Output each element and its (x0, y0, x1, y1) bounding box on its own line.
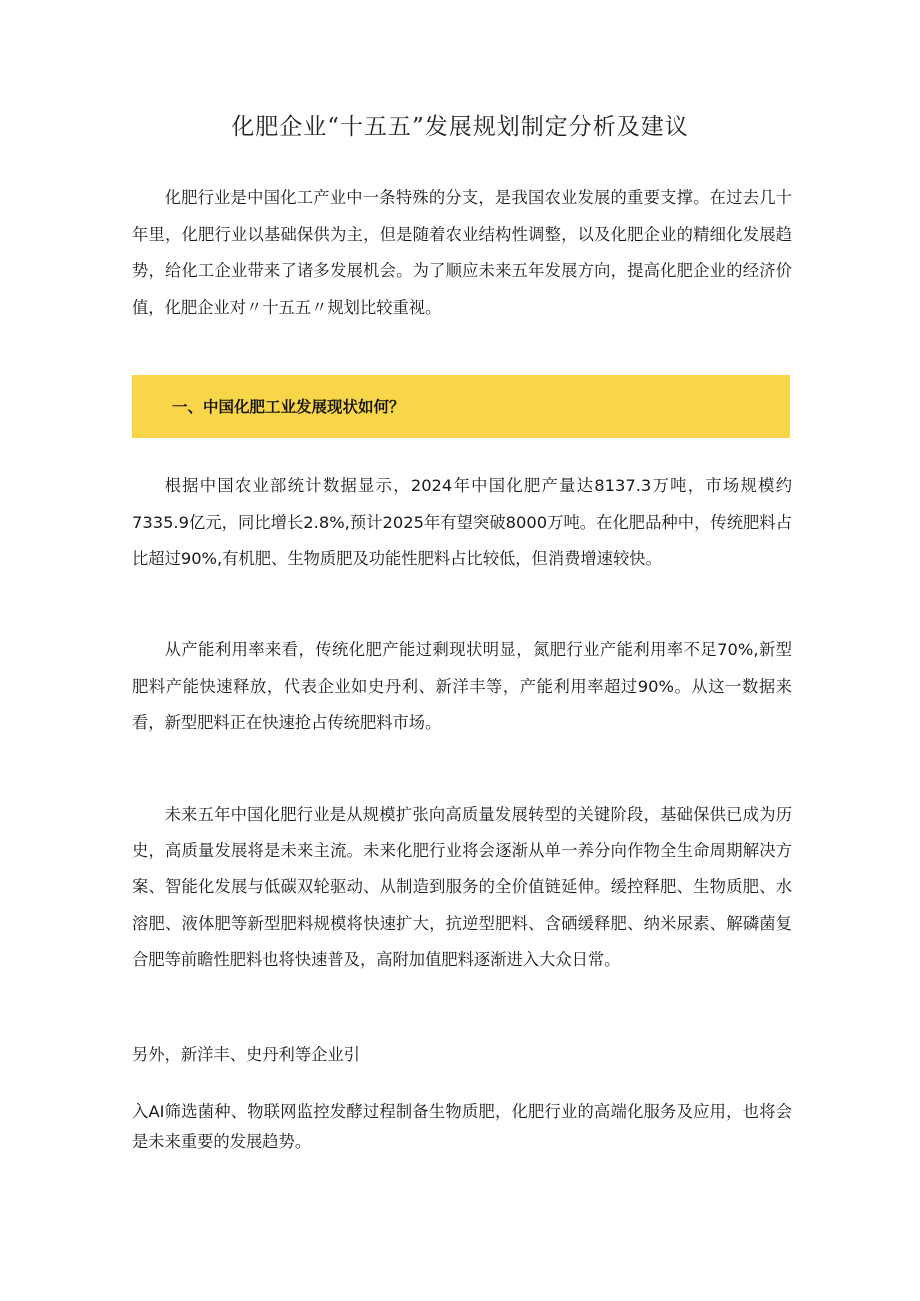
paragraph-capacity: 从产能利用率来看，传统化肥产能过剩现状明显，氮肥行业产能利用率不足70%,新型肥料产能快速释放，代表企业如史丹利、新洋丰等，产能利用率超过90%。从这一数据来看，新型肥料正在快速抢占传统肥料市场。 (132, 640, 792, 732)
paragraph-future: 未来五年中国化肥行业是从规模扩张向高质量发展转型的关键阶段，基础保供已成为历史，高质量发展将是未来主流。未来化肥行业将会逐渐从单一养分向作物全生命周期解决方案、智能化发展与低碳双轮驱动、从制造到服务的全价值链延伸。缓控释肥、生物质肥、水溶肥、液体肥等新型肥料规模将快速扩大，抗逆型肥料、含硒缓释肥、纳米尿素、解磷菌复合肥等前瞻性肥料也将快速普及，高附加值肥料逐渐进入大众日常。 (132, 805, 792, 969)
paragraph-statistics: 根据中国农业部统计数据显示，2024年中国化肥产量达8137.3万吨，市场规模约7335.9亿元，同比增长2.8%,预计2025年有望突破8000万吨。在化肥品种中，传统肥料占比超过90%,有机肥、生物质肥及功能性肥料占比较低，但消费增速较快。 (132, 476, 792, 568)
paragraph-trend: 入AI筛选菌种、物联网监控发酵过程制备生物质肥，化肥行业的高端化服务及应用，也将会是未来重要的发展趋势。 (132, 1102, 792, 1151)
section-heading-band (132, 375, 790, 438)
section-title: 一、中国化肥工业发展现状如何？ (172, 398, 405, 416)
intro-paragraph: 化肥行业是中国化工产业中一条特殊的分支，是我国农业发展的重要支撑。在过去几十年里，化肥行业以基础保供为主，但是随着农业结构性调整，以及化肥企业的精细化发展趋势，给化工企业带来了诸多发展机会。为了顺应未来五年发展方向，提高化肥企业的经济价值，化肥企业对〃十五五〃规划比较重视。 (132, 188, 792, 317)
document-title: 化肥企业“十五五”发展规划制定分析及建议 (231, 114, 689, 140)
paragraph-future-tail: 另外，新洋丰、史丹利等企业引 (132, 1045, 360, 1064)
